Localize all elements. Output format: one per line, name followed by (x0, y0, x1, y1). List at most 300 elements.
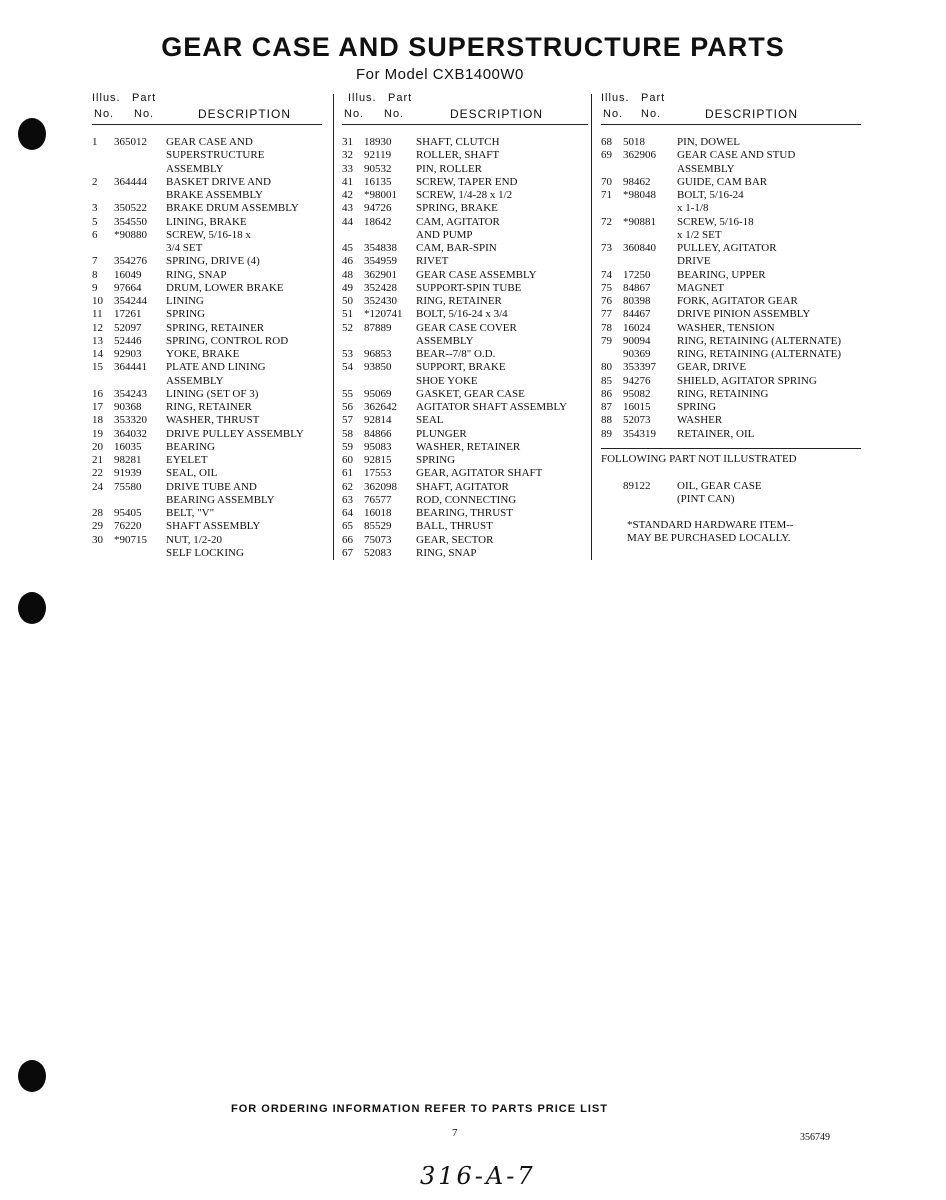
illus-no: 71 (601, 189, 612, 201)
illus-no: 67 (342, 546, 353, 559)
description: 3/4 SET (166, 242, 203, 254)
part-no: 17250 (623, 268, 651, 281)
illus-no (92, 547, 114, 560)
description: SPRING (677, 401, 717, 413)
description: SEAL, OIL (166, 467, 218, 480)
illus-no: 89 (601, 427, 612, 440)
parts-row (342, 388, 588, 401)
parts-row (342, 308, 588, 321)
description: WASHER, THRUST (166, 414, 260, 427)
part-no: 92119 (364, 149, 392, 162)
description: OIL, GEAR CASE (677, 480, 762, 492)
description: (PINT CAN) (677, 493, 735, 506)
following-part-row (601, 480, 861, 493)
part-no: 360840 (623, 242, 656, 254)
part-no: 352430 (364, 295, 397, 307)
parts-row (342, 467, 588, 480)
handwritten-annotation: 316-A-7 (420, 1162, 536, 1190)
description: GEAR, AGITATOR SHAFT (416, 467, 543, 480)
illus-no (601, 163, 623, 176)
part-no: 353397 (623, 361, 656, 374)
illus-no: 48 (342, 268, 353, 281)
illus-no (92, 375, 114, 388)
part-no: 76577 (364, 493, 392, 506)
illus-no: 7 (92, 255, 98, 268)
part-no: 92903 (114, 348, 142, 360)
illus-no: 79 (601, 334, 612, 347)
description: SCREW, 5/16-18 x (166, 228, 251, 241)
illus-no (601, 202, 623, 215)
part-no: 350522 (114, 202, 147, 215)
parts-row (601, 136, 861, 149)
parts-row (342, 507, 588, 520)
description: YOKE, BRAKE (166, 348, 240, 360)
illus-no: 52 (342, 321, 353, 334)
ordering-footer: FOR ORDERING INFORMATION REFER TO PARTS PRICE LIST (231, 1103, 608, 1115)
description: LINING (SET OF 3) (166, 387, 259, 400)
part-no: 354550 (114, 215, 147, 228)
part-no: 5018 (623, 136, 645, 148)
part-no: 95069 (364, 387, 392, 400)
parts-row (92, 507, 322, 520)
part-no (623, 493, 677, 506)
part-no: 364441 (114, 361, 147, 374)
part-no: 354276 (114, 255, 147, 268)
part-label: Part (641, 92, 666, 104)
illus-no: 64 (342, 507, 353, 519)
description: BEARING ASSEMBLY (166, 493, 275, 506)
illus-no: 44 (342, 215, 353, 228)
description: BRAKE ASSEMBLY (166, 189, 264, 201)
punch-hole-middle (18, 592, 46, 624)
parts-row (92, 375, 322, 388)
parts-row (342, 534, 588, 547)
illus-no: 10 (92, 295, 103, 307)
parts-row (342, 136, 588, 149)
part-no (114, 149, 166, 162)
illus-no: 54 (342, 361, 353, 374)
illus-no (342, 375, 364, 388)
parts-row (92, 335, 322, 348)
illus-no: 1 (92, 136, 98, 148)
illus-no: 32 (342, 149, 353, 162)
illus-no: 77 (601, 308, 612, 321)
part-no: 354243 (114, 387, 147, 400)
parts-row (601, 255, 861, 268)
description: GEAR CASE AND (166, 136, 253, 148)
illus-no: 16 (92, 387, 103, 400)
parts-row (342, 520, 588, 533)
illus-no (342, 229, 364, 242)
part-no: 16049 (114, 268, 142, 281)
part-no: 52097 (114, 321, 142, 334)
illus-no (92, 242, 114, 255)
description: GUIDE, CAM BAR (677, 175, 768, 188)
part-no: 18642 (364, 215, 392, 228)
illus-no: 18 (92, 414, 103, 427)
description: CAM, AGITATOR (416, 215, 500, 228)
parts-row (92, 282, 322, 295)
part-no: 80398 (623, 295, 651, 307)
parts-row (601, 202, 861, 215)
part-no: 97664 (114, 281, 142, 294)
part-no: 362642 (364, 401, 397, 413)
parts-list (342, 136, 588, 560)
description-label: DESCRIPTION (198, 107, 292, 121)
illus-no: 53 (342, 348, 353, 360)
description: WASHER, RETAINER (416, 440, 521, 453)
illus-no: 3 (92, 202, 98, 215)
part-no: 75580 (114, 480, 142, 493)
illus-no (601, 493, 623, 506)
description: x 1/2 SET (677, 228, 722, 241)
description: SUPERSTRUCTURE (166, 149, 265, 162)
illus-no: 72 (601, 215, 612, 228)
illus-no: 33 (342, 162, 353, 175)
illus-label: Illus. (92, 92, 121, 104)
hardware-note: *STANDARD HARDWARE ITEM-- (627, 518, 794, 531)
illus-no (92, 494, 114, 507)
parts-row (92, 308, 322, 321)
part-no: 17261 (114, 308, 142, 321)
parts-row (342, 428, 588, 441)
parts-row (342, 149, 588, 162)
illus-no: 86 (601, 387, 612, 400)
description: BALL, THRUST (416, 520, 493, 533)
document-number: 356749 (800, 1132, 830, 1143)
part-no: 91939 (114, 467, 142, 480)
description: PIN, ROLLER (416, 162, 482, 175)
description: RING, RETAINER (416, 295, 502, 307)
illus-no: 30 (92, 533, 103, 546)
illus-no: 66 (342, 533, 353, 546)
description: SHAFT ASSEMBLY (166, 520, 261, 533)
description: WASHER, TENSION (677, 321, 775, 334)
part-no: 87889 (364, 321, 392, 334)
illus-no (92, 189, 114, 202)
parts-column-3 (601, 92, 861, 545)
description: ASSEMBLY (166, 162, 224, 175)
parts-row (92, 136, 322, 149)
parts-row (601, 388, 861, 401)
description: RING, RETAINER (166, 401, 252, 413)
description: GEAR CASE AND STUD (677, 149, 796, 162)
description: RIVET (416, 255, 449, 268)
description: SPRING (416, 454, 456, 466)
part-no (623, 229, 677, 242)
description: SPRING, CONTROL ROD (166, 334, 289, 347)
description: EYELET (166, 454, 208, 466)
part-no (114, 242, 166, 255)
illus-no: 28 (92, 507, 103, 519)
illus-no: 20 (92, 440, 103, 453)
part-no: 354959 (364, 255, 397, 268)
illus-no (342, 335, 364, 348)
description: DRIVE PULLEY ASSEMBLY (166, 427, 304, 440)
description: NUT, 1/2-20 (166, 533, 223, 546)
parts-row (342, 335, 588, 348)
part-no: 52073 (623, 414, 651, 427)
part-no: *90715 (114, 533, 147, 546)
parts-row (601, 375, 861, 388)
column-header (601, 92, 861, 124)
illus-no (601, 348, 623, 361)
parts-row (342, 361, 588, 374)
part-no: 365012 (114, 136, 147, 148)
parts-row (601, 348, 861, 361)
illus-no: 15 (92, 361, 103, 374)
part-no: 76220 (114, 520, 142, 533)
description: ROD, CONNECTING (416, 493, 517, 506)
illus-no: 49 (342, 281, 353, 294)
parts-row (92, 163, 322, 176)
description: FORK, AGITATOR GEAR (677, 295, 798, 307)
illus-no: 55 (342, 387, 353, 400)
part-no: *90880 (114, 228, 147, 241)
part-no: 92815 (364, 454, 392, 466)
description: GASKET, GEAR CASE (416, 387, 525, 400)
parts-row (342, 481, 588, 494)
parts-row (601, 361, 861, 374)
part-no: 89122 (623, 480, 651, 492)
punch-hole-top (18, 118, 46, 150)
parts-row (342, 163, 588, 176)
illus-no: 76 (601, 295, 612, 307)
part-no: 95083 (364, 440, 392, 453)
part-no: *98048 (623, 189, 656, 201)
part-label: Part (388, 92, 413, 104)
parts-row (342, 216, 588, 229)
part-no: 90532 (364, 162, 392, 175)
description: SCREW, 5/16-18 (677, 215, 754, 228)
illus-no: 43 (342, 202, 353, 215)
illus-no: 45 (342, 242, 353, 254)
part-no (114, 189, 166, 202)
part-no (623, 163, 677, 176)
part-no-label: No. (641, 108, 662, 120)
parts-row (92, 414, 322, 427)
part-no: *98001 (364, 189, 397, 201)
part-no: 84866 (364, 427, 392, 440)
parts-row (92, 189, 322, 202)
description: SPRING, RETAINER (166, 321, 265, 334)
column-divider (333, 94, 334, 560)
illus-no-label: No. (344, 108, 365, 120)
parts-row (601, 189, 861, 202)
description: GEAR CASE COVER (416, 321, 517, 334)
parts-row (601, 308, 861, 321)
parts-row (601, 229, 861, 242)
parts-list (601, 136, 861, 441)
illus-no: 14 (92, 348, 103, 360)
description: DRIVE PINION ASSEMBLY (677, 308, 811, 321)
part-no: 362906 (623, 149, 656, 162)
part-no: 95082 (623, 387, 651, 400)
description: SCREW, TAPER END (416, 175, 518, 188)
illus-no: 51 (342, 308, 353, 321)
description: SHOE YOKE (416, 374, 478, 387)
parts-row (601, 295, 861, 308)
part-no: 84467 (623, 308, 651, 321)
illus-no: 87 (601, 401, 612, 413)
illus-no: 6 (92, 228, 98, 241)
parts-row (342, 375, 588, 388)
description: GEAR, DRIVE (677, 361, 747, 374)
parts-row (342, 242, 588, 255)
illus-no (601, 229, 623, 242)
illus-no: 68 (601, 136, 612, 148)
illus-no: 74 (601, 268, 612, 281)
part-no: 354244 (114, 295, 147, 307)
part-label: Part (132, 92, 157, 104)
illus-no: 11 (92, 308, 103, 321)
part-no-label: No. (134, 108, 155, 120)
parts-row (342, 229, 588, 242)
description: DRUM, LOWER BRAKE (166, 281, 284, 294)
description: CAM, BAR-SPIN (416, 242, 497, 254)
part-no: 16018 (364, 507, 392, 519)
parts-row (92, 428, 322, 441)
description: BOLT, 5/16-24 x 3/4 (416, 308, 508, 321)
description: BEARING, THRUST (416, 507, 513, 519)
parts-list (92, 136, 322, 560)
description: GEAR, SECTOR (416, 533, 494, 546)
part-no: 96853 (364, 348, 392, 360)
parts-row (342, 202, 588, 215)
description: PLUNGER (416, 427, 467, 440)
part-no: *120741 (364, 308, 403, 321)
description: MAGNET (677, 281, 725, 294)
parts-row (92, 176, 322, 189)
parts-row (92, 361, 322, 374)
spacer (601, 466, 861, 480)
description-label: DESCRIPTION (705, 107, 799, 121)
description: RING, SNAP (166, 268, 227, 281)
parts-row (92, 454, 322, 467)
parts-row (601, 269, 861, 282)
illus-no: 73 (601, 242, 612, 254)
part-no: 90368 (114, 401, 142, 413)
description: ASSEMBLY (677, 162, 735, 175)
part-no: 92814 (364, 414, 392, 427)
parts-row (92, 348, 322, 361)
description: PIN, DOWEL (677, 136, 740, 148)
illus-no: 65 (342, 520, 353, 533)
part-no: 353320 (114, 414, 147, 427)
description: BEARING, UPPER (677, 268, 766, 281)
hardware-note: MAY BE PURCHASED LOCALLY. (627, 531, 791, 544)
part-no: 90369 (623, 348, 651, 360)
illus-no (92, 149, 114, 162)
description: ROLLER, SHAFT (416, 149, 500, 162)
description: x 1-1/8 (677, 202, 709, 215)
illus-no: 56 (342, 401, 353, 413)
illus-no: 85 (601, 374, 612, 387)
description: SPRING, BRAKE (416, 202, 498, 215)
part-no: 16035 (114, 440, 142, 453)
parts-row (92, 441, 322, 454)
description: BEARING (166, 440, 215, 453)
parts-column-2 (342, 92, 588, 560)
section-rule (601, 448, 861, 449)
illus-no: 41 (342, 175, 353, 188)
part-no: 95405 (114, 507, 142, 519)
parts-row (92, 481, 322, 494)
description: AGITATOR SHAFT ASSEMBLY (416, 401, 568, 413)
part-no: *90881 (623, 215, 656, 228)
part-no: 90094 (623, 334, 651, 347)
parts-row (601, 401, 861, 414)
description: PLATE AND LINING (166, 361, 266, 374)
description: SCREW, 1/4-28 x 1/2 (416, 189, 513, 201)
description: AND PUMP (416, 228, 473, 241)
parts-row (92, 388, 322, 401)
description: RETAINER, OIL (677, 427, 755, 440)
part-no (623, 202, 677, 215)
description: SPRING (166, 308, 206, 321)
parts-row (92, 520, 322, 533)
illus-no: 21 (92, 454, 103, 466)
part-no (364, 229, 416, 242)
parts-row (601, 216, 861, 229)
illus-no (92, 163, 114, 176)
parts-row (342, 176, 588, 189)
parts-row (92, 216, 322, 229)
description: DRIVE (677, 255, 711, 268)
parts-row (601, 163, 861, 176)
parts-row (601, 335, 861, 348)
description: BEAR--7/8" O.D. (416, 348, 496, 360)
illus-no: 5 (92, 215, 98, 228)
part-no: 98462 (623, 175, 651, 188)
illus-no: 31 (342, 136, 353, 148)
description: SPRING, DRIVE (4) (166, 255, 260, 268)
illus-no: 80 (601, 361, 612, 374)
illus-no: 59 (342, 440, 353, 453)
parts-row (342, 414, 588, 427)
parts-row (601, 322, 861, 335)
illus-no (601, 255, 623, 268)
illus-no: 24 (92, 480, 103, 493)
illus-no: 57 (342, 414, 353, 427)
part-no: 362901 (364, 268, 397, 281)
part-no (364, 375, 416, 388)
description: ASSEMBLY (166, 374, 224, 387)
part-no: 364444 (114, 175, 147, 188)
header-rule (601, 124, 861, 125)
spacer (601, 507, 861, 519)
parts-row (92, 494, 322, 507)
description: RING, RETAINING (ALTERNATE) (677, 334, 841, 347)
illus-no: 69 (601, 149, 612, 162)
part-no: 52446 (114, 334, 142, 347)
parts-row (342, 322, 588, 335)
part-no: 75073 (364, 533, 392, 546)
illus-no: 58 (342, 427, 353, 440)
description: BELT, "V" (166, 507, 215, 519)
parts-row (92, 255, 322, 268)
parts-row (342, 547, 588, 560)
part-no: 52083 (364, 546, 392, 559)
parts-row (342, 494, 588, 507)
illus-no-label: No. (603, 108, 624, 120)
description-label: DESCRIPTION (450, 107, 544, 121)
description: SHIELD, AGITATOR SPRING (677, 374, 817, 387)
header-rule (342, 124, 588, 125)
illus-no: 9 (92, 281, 98, 294)
page-number: 7 (452, 1127, 458, 1139)
illus-no: 42 (342, 189, 353, 201)
